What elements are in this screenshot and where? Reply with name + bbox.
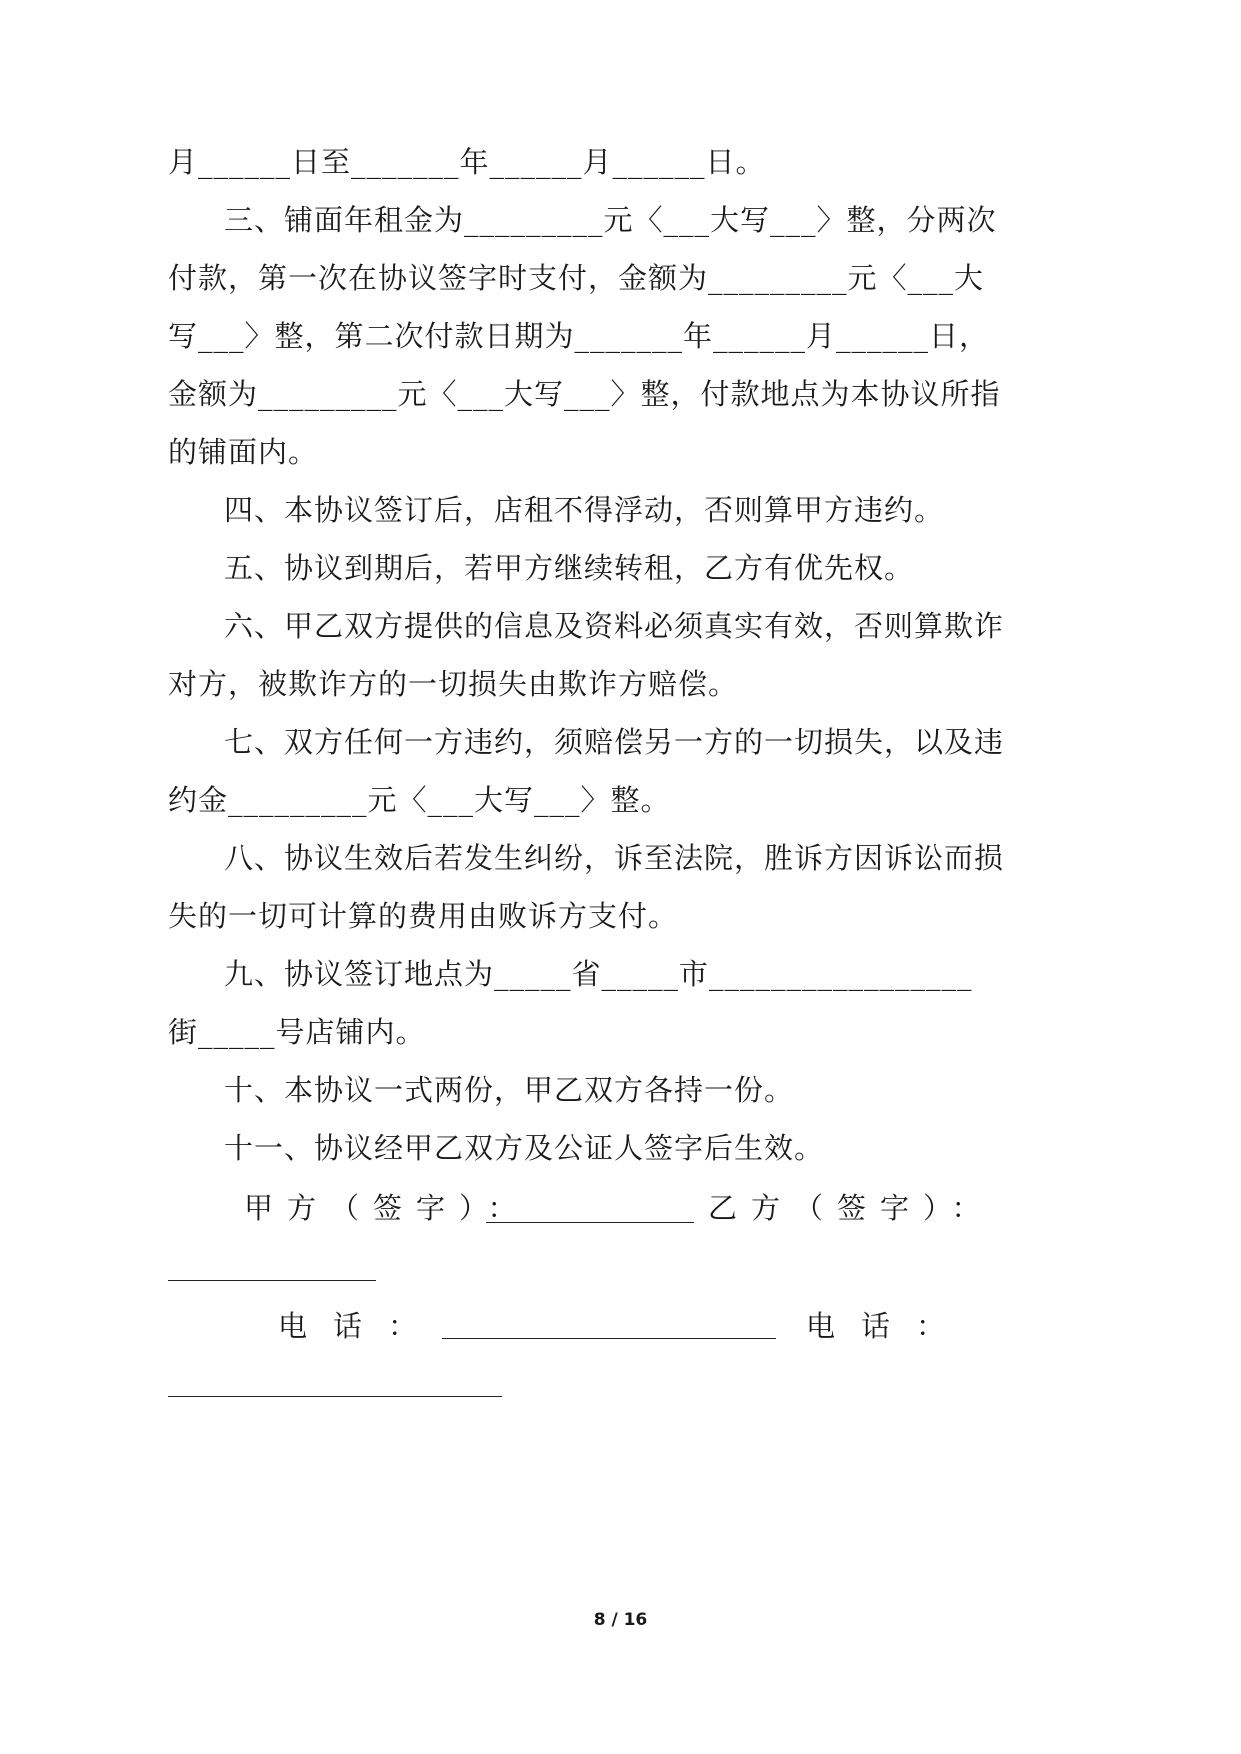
- party-b-signature-blank[interactable]: [168, 1280, 376, 1281]
- phone-b-blank[interactable]: [168, 1396, 502, 1397]
- party-a-signature-blank[interactable]: [486, 1222, 694, 1223]
- text-line: 七、双方任何一方违约，须赔偿另一方的一切损失，以及违: [224, 725, 1005, 759]
- text-line: 六、甲乙双方提供的信息及资料必须真实有效，否则算欺诈: [224, 609, 1005, 643]
- text-line: 月______日至_______年______月______日。: [168, 145, 766, 179]
- text-line: 付款，第一次在协议签字时支付，金额为_________元〈___大: [168, 261, 985, 295]
- phone-b-label: 电话：: [806, 1309, 972, 1343]
- text-line: 三、铺面年租金为_________元〈___大写___〉整，分两次: [224, 203, 997, 237]
- text-line: 对方，被欺诈方的一切损失由欺诈方赔偿。: [168, 667, 739, 701]
- text-line: 金额为_________元〈___大写___〉整，付款地点为本协议所指: [168, 377, 1001, 411]
- party-b-signature-label: 乙方（签字）：: [708, 1191, 995, 1225]
- text-line: 失的一切可计算的费用由败诉方支付。: [168, 899, 679, 933]
- text-line: 写___〉整，第二次付款日期为_______年______月______日，: [168, 319, 990, 353]
- text-line: 的铺面内。: [168, 435, 319, 469]
- party-a-signature-label: 甲方（签字）：: [244, 1191, 531, 1225]
- text-line: 九、协议签订地点为_____省_____市_________________: [224, 957, 973, 991]
- phone-a-label: 电话：: [278, 1309, 444, 1343]
- phone-a-blank[interactable]: [442, 1338, 776, 1339]
- text-line: 八、协议生效后若发生纠纷，诉至法院，胜诉方因诉讼而损: [224, 841, 1005, 875]
- page-number: 8 / 16: [593, 1610, 648, 1630]
- text-line: 十一、协议经甲乙双方及公证人签字后生效。: [224, 1131, 825, 1165]
- text-line: 五、协议到期后，若甲方继续转租，乙方有优先权。: [224, 551, 915, 585]
- text-line: 约金_________元〈___大写___〉整。: [168, 783, 671, 817]
- text-line: 十、本协议一式两份，甲乙双方各持一份。: [224, 1073, 795, 1107]
- text-line: 四、本协议签订后，店租不得浮动，否则算甲方违约。: [224, 493, 945, 527]
- text-line: 街_____号店铺内。: [168, 1015, 426, 1049]
